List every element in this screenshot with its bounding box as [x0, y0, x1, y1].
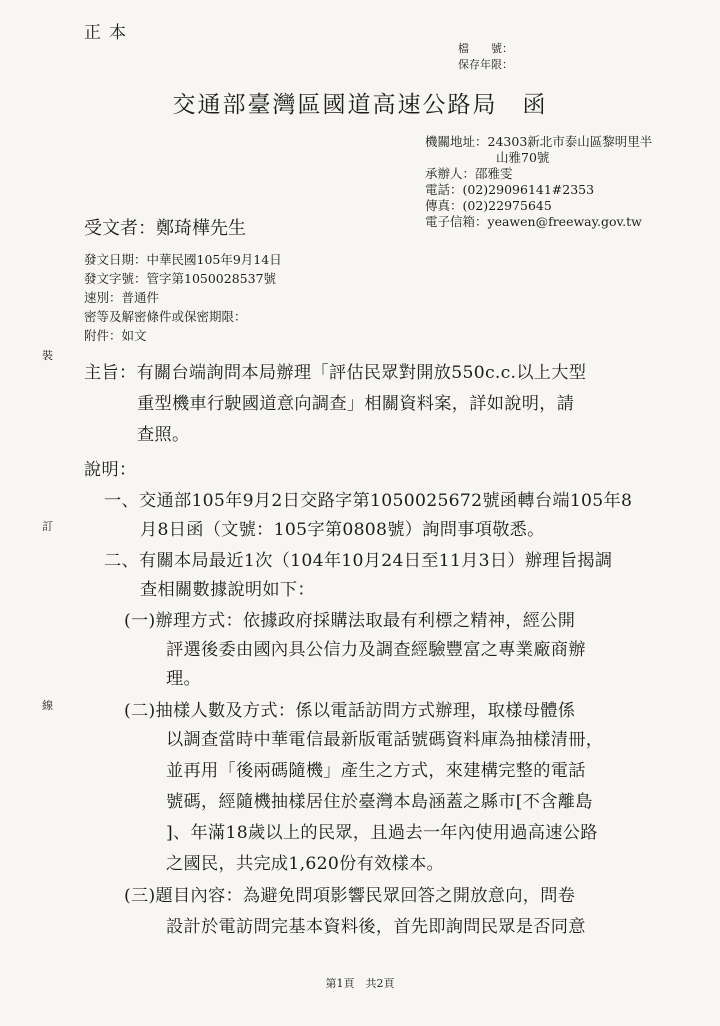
- subject-line-1: 主旨：有關台端詢問本局辦理「評估民眾對開放550c.c.以上大型: [84, 363, 587, 383]
- dispatch-number: 發文字號：管字第1050028537號: [84, 271, 277, 286]
- agency-address-cont-value: 山雅70號: [496, 150, 550, 165]
- fax-value: (02)22975645: [462, 198, 552, 213]
- page-number: 第1頁 共2頁: [325, 977, 395, 990]
- agency-phone: [425, 182, 594, 198]
- email-label: 電子信箱：: [425, 214, 488, 229]
- sub-1-line-2: 評選後委由國內具公信力及調查經驗豐富之專業廠商辦: [166, 640, 586, 660]
- item-1-line-1: 一、交通部105年9月2日交路字第1050025672號函轉台端105年8: [104, 491, 633, 511]
- agency-fax: [425, 198, 552, 214]
- sub-2-line-3: 並再用「後兩碼隨機」產生之方式，來建構完整的電話: [166, 761, 586, 781]
- sub-2-line-4: 號碼，經隨機抽樣居住於臺灣本島涵蓋之縣市[不含離島: [166, 792, 593, 812]
- sub-1-line-3: 理。: [166, 669, 201, 689]
- phone-label: 電話：: [425, 182, 463, 197]
- item-2-line-1: 二、有關本局最近1次（104年10月24日至11月3日）辦理旨揭調: [104, 551, 613, 571]
- email-value: yeawen@freeway.gov.tw: [487, 214, 642, 229]
- fax-label: 傳真：: [425, 198, 463, 213]
- sub-3-line-1: (三)題目內容：為避免問項影響民眾回答之開放意向，問卷: [124, 886, 576, 906]
- binding-mark-zhuang: 裝: [42, 349, 53, 362]
- retention-period-label: 保存年限：: [458, 58, 513, 71]
- agency-address-cont: [496, 150, 549, 166]
- dispatch-classification: 密等及解密條件或保密期限：: [84, 309, 247, 324]
- sub-2-line-5: ]、年滿18歲以上的民眾，且過去一年內使用過高速公路: [166, 823, 598, 843]
- dispatch-date: 發文日期：中華民國105年9月14日: [84, 252, 282, 267]
- recipient: 受文者：鄭琦樺先生: [84, 218, 246, 239]
- subject-line-3: 查照。: [137, 425, 190, 445]
- dispatch-attachment: 附件：如文: [84, 328, 147, 343]
- binding-mark-ding: 訂: [42, 520, 53, 533]
- agency-email: [425, 214, 642, 230]
- subject-line-2: 重型機車行駛國道意向調查」相關資料案，詳如說明，請: [137, 394, 575, 414]
- contact-person-label: 承辦人：: [425, 166, 476, 181]
- retention-period: [458, 56, 514, 72]
- file-number: [458, 40, 514, 56]
- agency-address-label: 機關地址：: [425, 134, 488, 149]
- agency-address-value: 24303新北市泰山區黎明里半: [487, 134, 653, 149]
- explanation-heading: 說明：: [84, 460, 137, 480]
- document-title: 交通部臺灣區國道高速公路局 函: [172, 92, 548, 118]
- item-1-line-2: 月8日函（文號：105字第0808號）詢問事項敬悉。: [140, 520, 545, 540]
- sub-2-line-1: (二)抽樣人數及方式：係以電話訪問方式辦理，取樣母體係: [124, 701, 576, 721]
- sub-2-line-6: 之國民，共完成1,620份有效樣本。: [166, 854, 445, 874]
- binding-mark-xian: 線: [42, 699, 53, 712]
- file-number-label: 檔 號：: [458, 42, 513, 55]
- sub-3-line-2: 設計於電訪問完基本資料後，首先即詢問民眾是否同意: [166, 917, 586, 937]
- item-2-line-2: 查相關數據說明如下：: [140, 580, 315, 600]
- sub-2-line-2: 以調查當時中華電信最新版電話號碼資料庫為抽樣清冊，: [166, 730, 604, 750]
- agency-address: [425, 134, 652, 150]
- contact-person-value: 邵雅雯: [475, 166, 513, 181]
- sub-1-line-1: (一)辦理方式：依據政府採購法取最有利標之精神，經公開: [124, 611, 576, 631]
- phone-value: (02)29096141#2353: [462, 182, 595, 197]
- dispatch-speed: 速別：普通件: [84, 290, 160, 305]
- copy-label: 正本: [84, 23, 134, 43]
- agency-contact-person: [425, 166, 513, 182]
